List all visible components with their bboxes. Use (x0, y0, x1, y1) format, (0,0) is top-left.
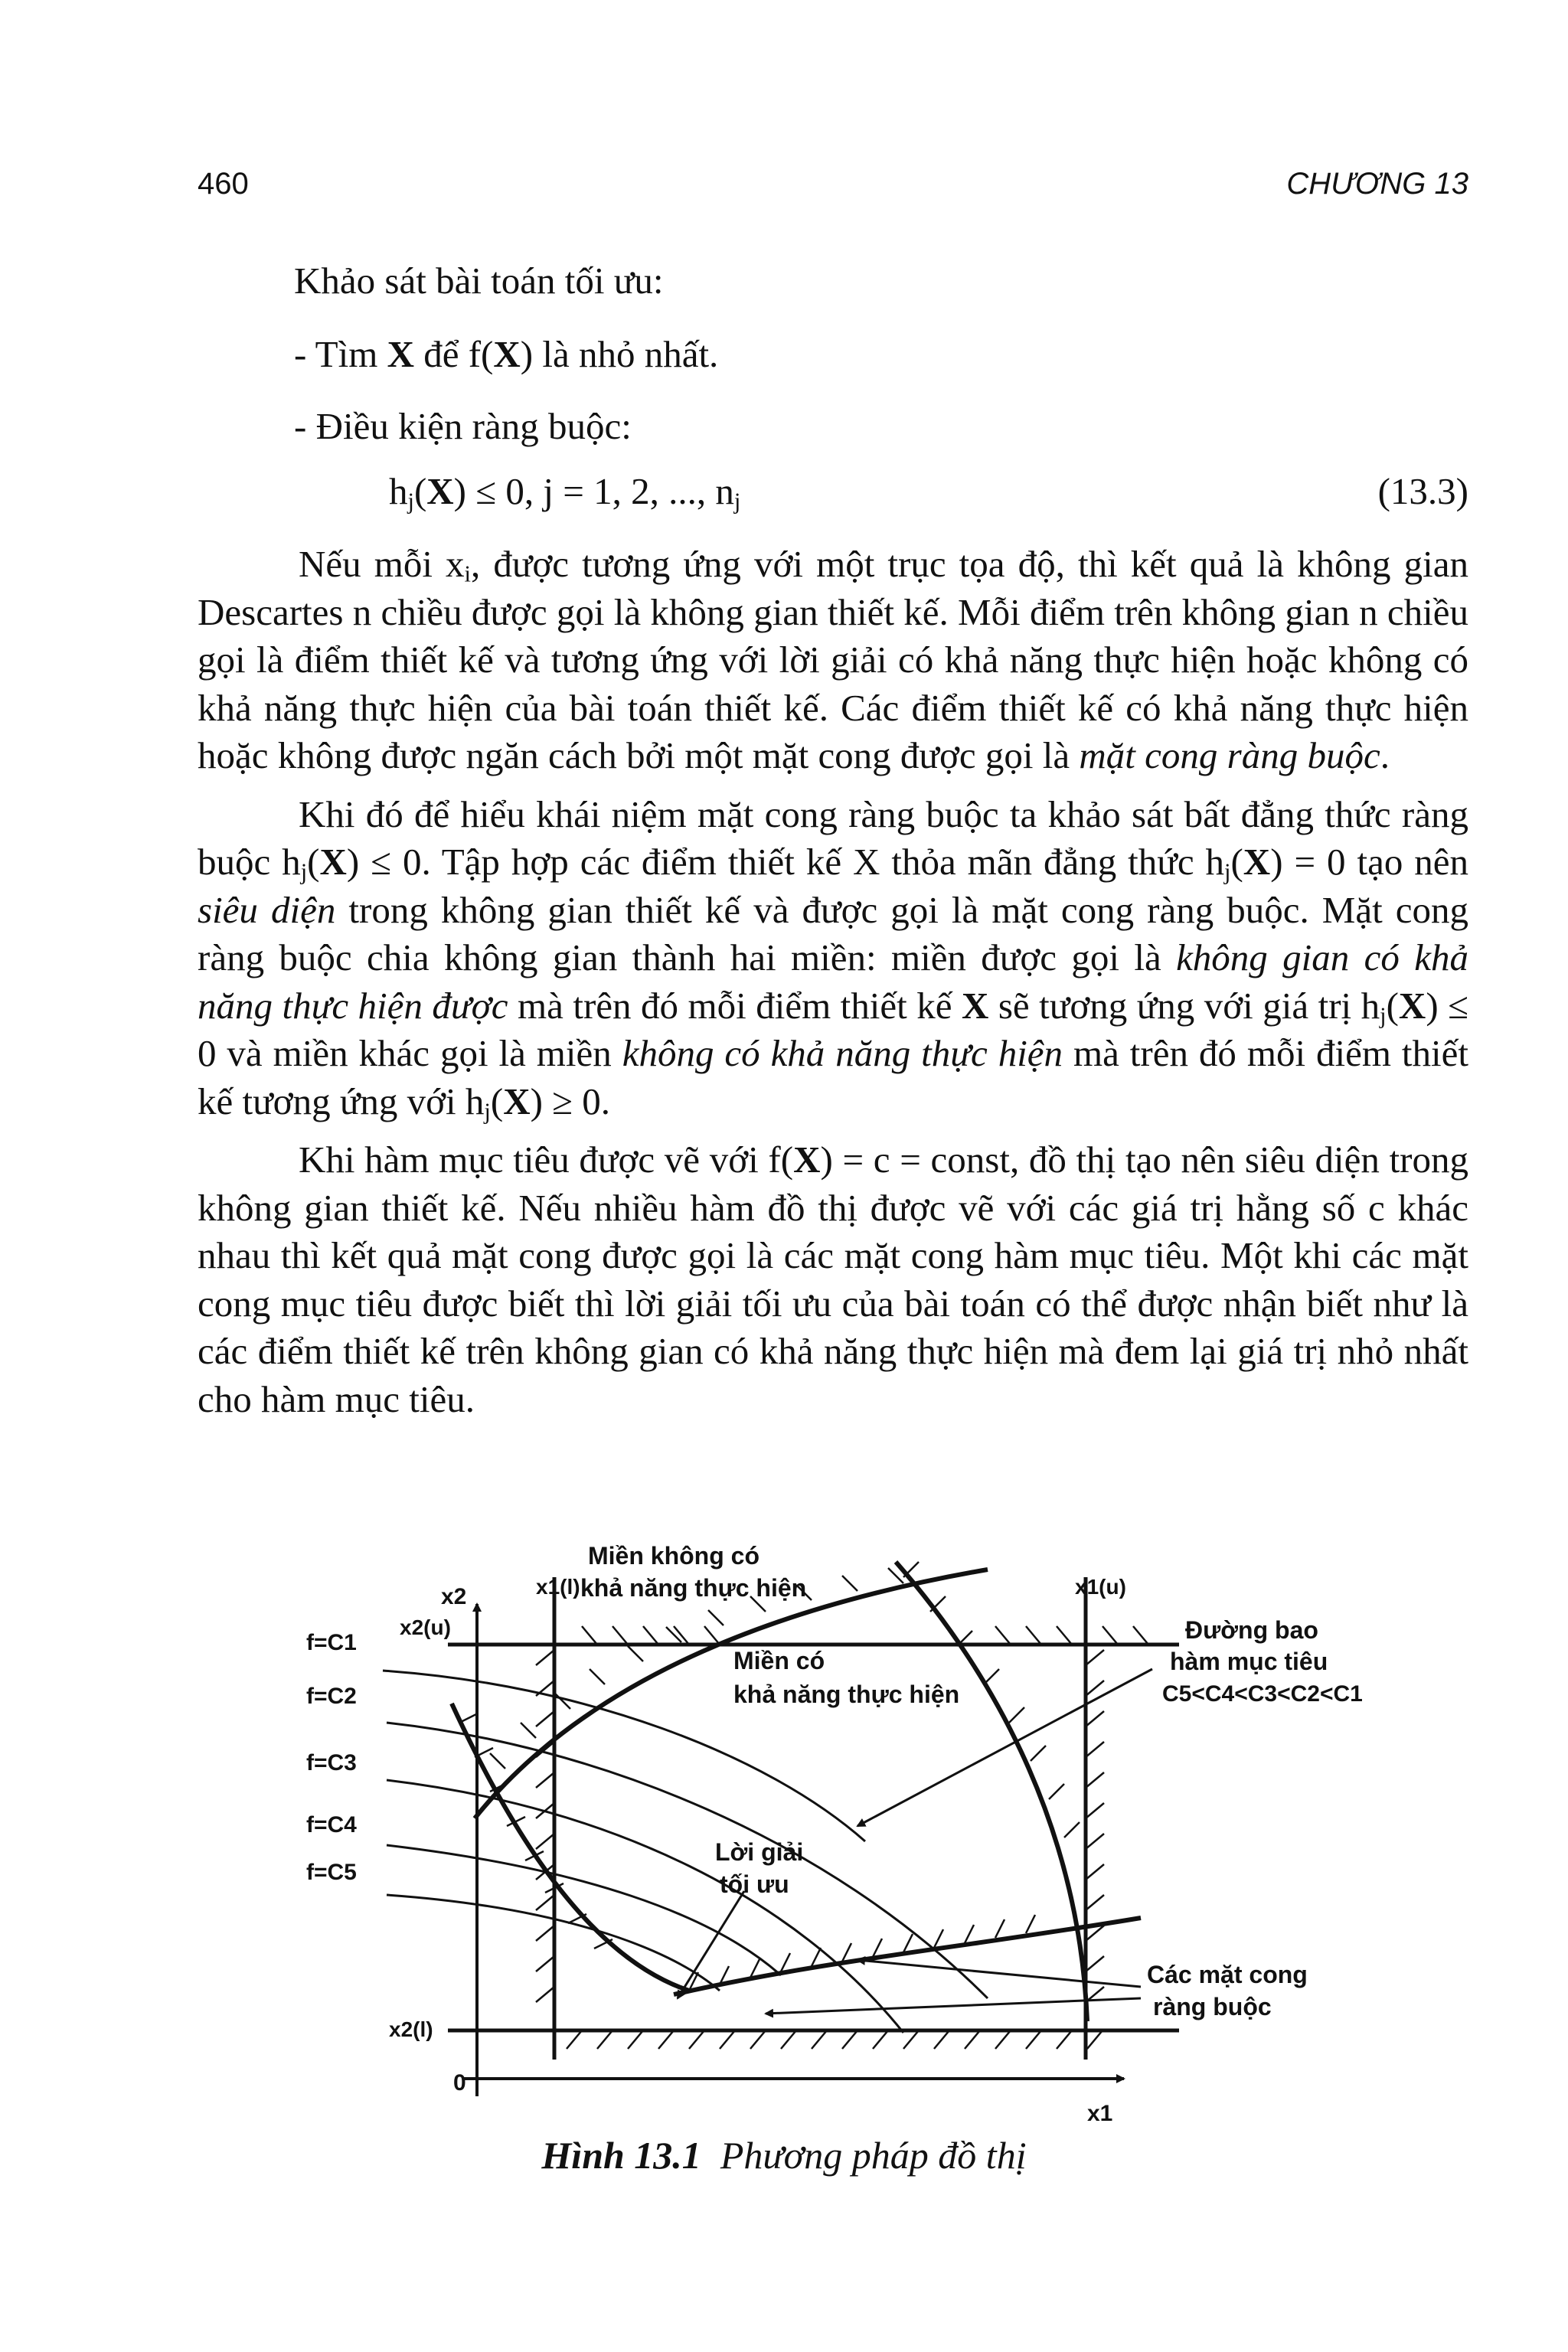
label-constraints-1: Các mặt cong (1147, 1961, 1308, 1988)
figure-labels (306, 1542, 1363, 2126)
label-feasible-1: Miền có (733, 1647, 825, 1674)
intro-line-2: - Tìm X để f(X) là nhỏ nhất. (294, 333, 719, 375)
chapter-header: CHƯƠNG 13 (1286, 167, 1468, 201)
constraint-bottom (674, 1918, 1141, 1994)
label-feasible-2: khả năng thực hiện (733, 1681, 960, 1708)
figure-caption: Hình 13.1 Phương pháp đồ thị (541, 2134, 1027, 2177)
arrow-constraints-1 (858, 1960, 1141, 1987)
contour-c3 (387, 1780, 903, 2033)
equation-number: (13.3) (1377, 470, 1468, 512)
origin-label: 0 (453, 2070, 466, 2096)
x1-lower-label: x1(l) (536, 1575, 580, 1599)
intro-line-1: Khảo sát bài toán tối ưu: (294, 260, 664, 302)
label-envelope-2: hàm mục tiêu (1170, 1648, 1328, 1675)
x1-upper-label: x1(u) (1075, 1575, 1126, 1599)
page-number: 460 (198, 167, 249, 201)
x2-upper-label: x2(u) (400, 1615, 451, 1639)
f-label-c2: f=C2 (306, 1684, 357, 1709)
axis-label-x1: x1 (1087, 2101, 1113, 2126)
label-envelope-1: Đường bao (1185, 1616, 1318, 1644)
paragraph-1: Nếu mỗi $x_i$, được tương ứng với một trục tọa độ, thì kết quả là không gian Descartes n chiều được gọi là không gian thiết kế. Mỗi điểm trên không gian n chiều gọi là điểm thiết kế và tương ứng với lời giải có khả năng thực hiện hoặc không có khả năng thực hiện của bài toán thiết kế. Các điểm thiết kế có khả năng thực hiện hoặc không được ngăn cách bởi một mặt cong được gọi là mặt cong ràng buộc. (198, 543, 1468, 776)
equation-13-3: $h_j(X) \le 0$, j = 1, 2, ..., $n_j$ (13.3) (389, 470, 1468, 514)
label-infeasible-2: khả năng thực hiện (580, 1574, 807, 1602)
hatch-x1-lower (536, 1650, 554, 2002)
intro-line-3: - Điều kiện ràng buộc: (294, 405, 632, 447)
axis-label-x2: x2 (441, 1584, 467, 1609)
hatch-constraint-left (459, 1713, 612, 1949)
constraint-left (452, 1704, 689, 1991)
paragraph-3: Khi hàm mục tiêu được vẽ với f(X) = c = const, đồ thị tạo nên siêu diện trong không gian thiết kế. Nếu nhiều hàm đồ thị được vẽ với các giá trị hằng số c khác nhau thì kết quả mặt cong được gọi là các mặt cong hàm mục tiêu. Một khi các mặt cong mục tiêu được biết thì lời giải tối ưu của bài toán có thể được nhận biết như là các điểm thiết kế trên không gian có khả năng thực hiện mà đem lại giá trị nhỏ nhất cho hàm mục tiêu. (198, 1138, 1468, 1420)
f-label-c4: f=C4 (306, 1812, 357, 1838)
label-envelope-3: C5<C4<C3<C2<C1 (1162, 1681, 1363, 1707)
f-label-c5: f=C5 (306, 1860, 357, 1885)
f-label-c1: f=C1 (306, 1630, 357, 1655)
label-optimum-2: tối ưu (720, 1870, 789, 1898)
hatch-x2-lower (567, 2030, 1102, 2049)
paragraph-2: Khi đó để hiểu khái niệm mặt cong ràng buộc ta khảo sát bất đẳng thức ràng buộc $h_j(X) \le 0$. Tập hợp các điểm thiết kế X thỏa mãn đẳng thức $h_j(X) = 0$ tạo nên siêu diện trong không gian thiết kế và được gọi là mặt cong ràng buộc. Mặt cong ràng buộc chia không gian thành hai miền: miền được gọi là không gian có khả năng thực hiện được mà trên đó mỗi điểm thiết kế X sẽ tương ứng với giá trị $h_j(X) \le 0$ và miền khác gọi là miền không có khả năng thực hiện mà trên đó mỗi điểm thiết kế tương ứng với $h_j(X) \ge 0$. (198, 792, 1469, 1125)
label-optimum-1: Lời giải (715, 1838, 804, 1866)
label-constraints-2: ràng buộc (1153, 1993, 1272, 2020)
x2-lower-label: x2(l) (389, 2017, 433, 2041)
label-infeasible-1: Miền không có (588, 1542, 760, 1570)
f-label-c3: f=C3 (306, 1750, 357, 1775)
